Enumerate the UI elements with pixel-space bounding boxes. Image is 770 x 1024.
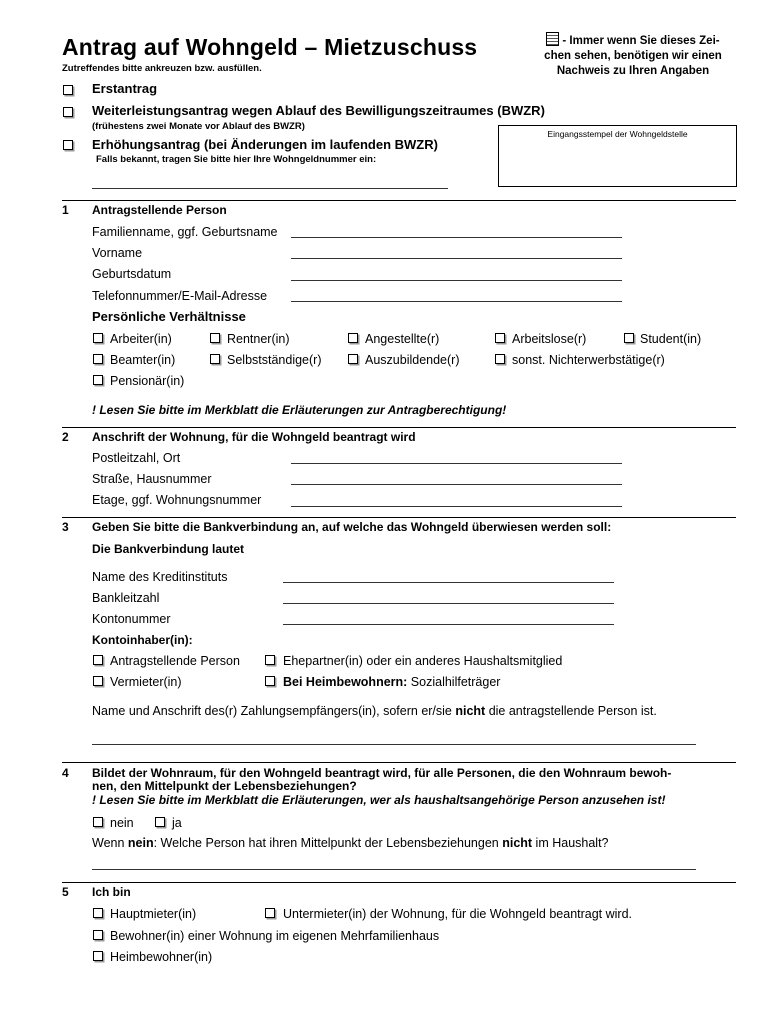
weiterleistung-hint: (frühestens zwei Monate vor Ablauf des BWZR) <box>92 121 305 132</box>
checkbox-nichterwerbstaetige[interactable] <box>495 354 505 364</box>
label-weiterleistung: Weiterleistungsantrag wegen Ablauf des Bewilligungszeitraumes (BWZR) <box>92 103 545 118</box>
label-erstantrag: Erstantrag <box>92 81 158 96</box>
recipient-text <box>92 704 657 718</box>
label-student: Student(in) <box>640 332 702 346</box>
section1-heading: Antragstellende Person <box>92 203 227 217</box>
wohngeldnummer-field[interactable] <box>92 188 448 189</box>
checkbox-erstantrag[interactable] <box>63 85 73 95</box>
heim-rest: Sozialhilfeträger <box>407 675 501 689</box>
followup-post: im Haushalt? <box>532 836 609 850</box>
stamp-box <box>498 125 737 187</box>
proof-note-line2: chen sehen, benötigen wir einen <box>544 50 722 62</box>
form-title: Antrag auf Wohngeld – Mietzuschuss <box>62 34 478 60</box>
checkbox-auszubildende[interactable] <box>348 354 358 364</box>
divider <box>62 427 736 428</box>
section3-subheading: Die Bankverbindung lautet <box>92 542 245 556</box>
label-erhoehung: Erhöhungsantrag (bei Änderungen im laufenden BWZR) <box>92 137 438 152</box>
label-vermieter: Vermieter(in) <box>110 675 182 689</box>
section2-number: 2 <box>62 430 69 444</box>
label-eigentuemer: Bewohner(in) einer Wohnung im eigenen Mehrfamilienhaus <box>110 929 440 943</box>
label-pensionaer: Pensionär(in) <box>110 374 185 388</box>
divider <box>62 882 736 883</box>
bankleitzahl-field[interactable] <box>283 603 614 604</box>
label-ehepartner: Ehepartner(in) oder ein anderes Haushaltsmitglied <box>283 654 563 668</box>
checkbox-nein[interactable] <box>93 817 103 827</box>
followup-text <box>92 836 609 850</box>
checkbox-heimbewohner-sozialhilfe[interactable] <box>265 676 275 686</box>
holder-heading: Kontoinhaber(in): <box>92 633 193 647</box>
section1-subheading: Persönliche Verhältnisse <box>92 309 246 324</box>
field-label-kreditinstitut: Name des Kreditinstituts <box>92 570 228 584</box>
label-untermieter: Untermieter(in) der Wohnung, für die Wohngeld beantragt wird. <box>283 907 633 921</box>
checkbox-vermieter[interactable] <box>93 676 103 686</box>
label-selbststaendige: Selbstständige(r) <box>227 353 322 367</box>
vorname-field[interactable] <box>291 258 622 259</box>
erhoehung-hint: Falls bekannt, tragen Sie bitte hier Ihre Wohngeldnummer ein: <box>96 154 377 165</box>
followup-bold2: nicht <box>502 836 533 850</box>
field-label-strasse: Straße, Hausnummer <box>92 472 212 486</box>
recipient-field[interactable] <box>92 744 696 745</box>
divider <box>62 200 736 201</box>
plz-field[interactable] <box>291 463 622 464</box>
checkbox-arbeiter[interactable] <box>93 333 103 343</box>
recipient-post: die antragstellende Person ist. <box>485 704 657 718</box>
recipient-pre: Name und Anschrift des(r) Zahlungsempfängers(in), sofern er/sie <box>92 704 456 718</box>
checkbox-angestellte[interactable] <box>348 333 358 343</box>
section1-number: 1 <box>62 203 69 217</box>
checkbox-ja[interactable] <box>155 817 165 827</box>
label-nein: nein <box>110 816 134 830</box>
document-icon <box>546 32 559 46</box>
followup-pre: Wenn <box>92 836 128 850</box>
checkbox-beamter[interactable] <box>93 354 103 364</box>
section5-heading: Ich bin <box>92 885 131 899</box>
checkbox-rentner[interactable] <box>210 333 220 343</box>
followup-field[interactable] <box>92 869 696 870</box>
checkbox-selbststaendige[interactable] <box>210 354 220 364</box>
field-label-familienname: Familienname, ggf. Geburtsname <box>92 225 278 239</box>
field-label-etage: Etage, ggf. Wohnungsnummer <box>92 493 262 507</box>
label-heimbewohner5: Heimbewohner(in) <box>110 950 213 964</box>
section3-heading: Geben Sie bitte die Bankverbindung an, auf welche das Wohngeld überwiesen werden soll: <box>92 520 612 534</box>
etage-field[interactable] <box>291 506 622 507</box>
section4-question-line2: nen, den Mittelpunkt der Lebensbeziehungen? <box>92 779 357 793</box>
heim-bold: Bei Heimbewohnern: <box>283 675 408 689</box>
field-label-kontonummer: Kontonummer <box>92 612 171 626</box>
field-label-bankleitzahl: Bankleitzahl <box>92 591 160 605</box>
kreditinstitut-field[interactable] <box>283 582 614 583</box>
checkbox-eigentuemer[interactable] <box>93 930 103 940</box>
label-auszubildende: Auszubildende(r) <box>365 353 460 367</box>
label-hauptmieter: Hauptmieter(in) <box>110 907 197 921</box>
label-arbeitslose: Arbeitslose(r) <box>512 332 587 346</box>
checkbox-heimbewohner[interactable] <box>93 951 103 961</box>
label-antragsteller: Antragstellende Person <box>110 654 240 668</box>
proof-note <box>522 32 744 79</box>
recipient-bold: nicht <box>455 704 486 718</box>
field-label-vorname: Vorname <box>92 246 143 260</box>
checkbox-student[interactable] <box>624 333 634 343</box>
checkbox-pensionaer[interactable] <box>93 375 103 385</box>
geburtsdatum-field[interactable] <box>291 280 622 281</box>
telefon-field[interactable] <box>291 301 622 302</box>
label-rentner: Rentner(in) <box>227 332 290 346</box>
label-ja: ja <box>172 816 182 830</box>
section4-number: 4 <box>62 766 69 780</box>
section5-number: 5 <box>62 885 69 899</box>
proof-note-line3: Nachweis zu Ihren Angaben <box>556 65 710 77</box>
section2-heading: Anschrift der Wohnung, für die Wohngeld beantragt wird <box>92 430 416 444</box>
checkbox-ehepartner[interactable] <box>265 655 275 665</box>
label-heimbewohner <box>283 675 500 689</box>
kontonummer-field[interactable] <box>283 624 614 625</box>
followup-mid: : Welche Person hat ihren Mittelpunkt der Lebensbeziehungen <box>153 836 503 850</box>
label-nichterwerbstaetige: sonst. Nichterwerbstätige(r) <box>512 353 665 367</box>
divider <box>62 517 736 518</box>
divider <box>62 762 736 763</box>
field-label-geburtsdatum: Geburtsdatum <box>92 267 172 281</box>
familienname-field[interactable] <box>291 237 622 238</box>
strasse-field[interactable] <box>291 484 622 485</box>
checkbox-untermieter[interactable] <box>265 908 275 918</box>
followup-bold1: nein <box>127 836 154 850</box>
section4-hint: ! Lesen Sie bitte im Merkblatt die Erläuterungen, wer als haushaltsangehörige Person anzusehen ist! <box>92 793 666 807</box>
field-label-plz: Postleitzahl, Ort <box>92 451 181 465</box>
form-subtitle: Zutreffendes bitte ankreuzen bzw. ausfüllen. <box>62 63 262 74</box>
section1-hint: ! Lesen Sie bitte im Merkblatt die Erläuterungen zur Antragberechtigung! <box>92 403 507 417</box>
checkbox-antragsteller[interactable] <box>93 655 103 665</box>
checkbox-weiterleistung[interactable] <box>63 107 73 117</box>
section3-number: 3 <box>62 520 69 534</box>
stamp-label: Eingangsstempel der Wohngeldstelle <box>547 129 688 139</box>
label-angestellte: Angestellte(r) <box>365 332 440 346</box>
proof-note-line1: - Immer wenn Sie dieses Zei- <box>562 35 720 47</box>
label-beamter: Beamter(in) <box>110 353 176 367</box>
checkbox-erhoehung[interactable] <box>63 140 73 150</box>
field-label-telefon: Telefonnummer/E-Mail-Adresse <box>92 289 268 303</box>
section4-question-line1: Bildet der Wohnraum, für den Wohngeld beantragt wird, für alle Personen, die den Wohnraum bewoh- <box>92 766 672 780</box>
checkbox-hauptmieter[interactable] <box>93 908 103 918</box>
label-arbeiter: Arbeiter(in) <box>110 332 172 346</box>
checkbox-arbeitslose[interactable] <box>495 333 505 343</box>
